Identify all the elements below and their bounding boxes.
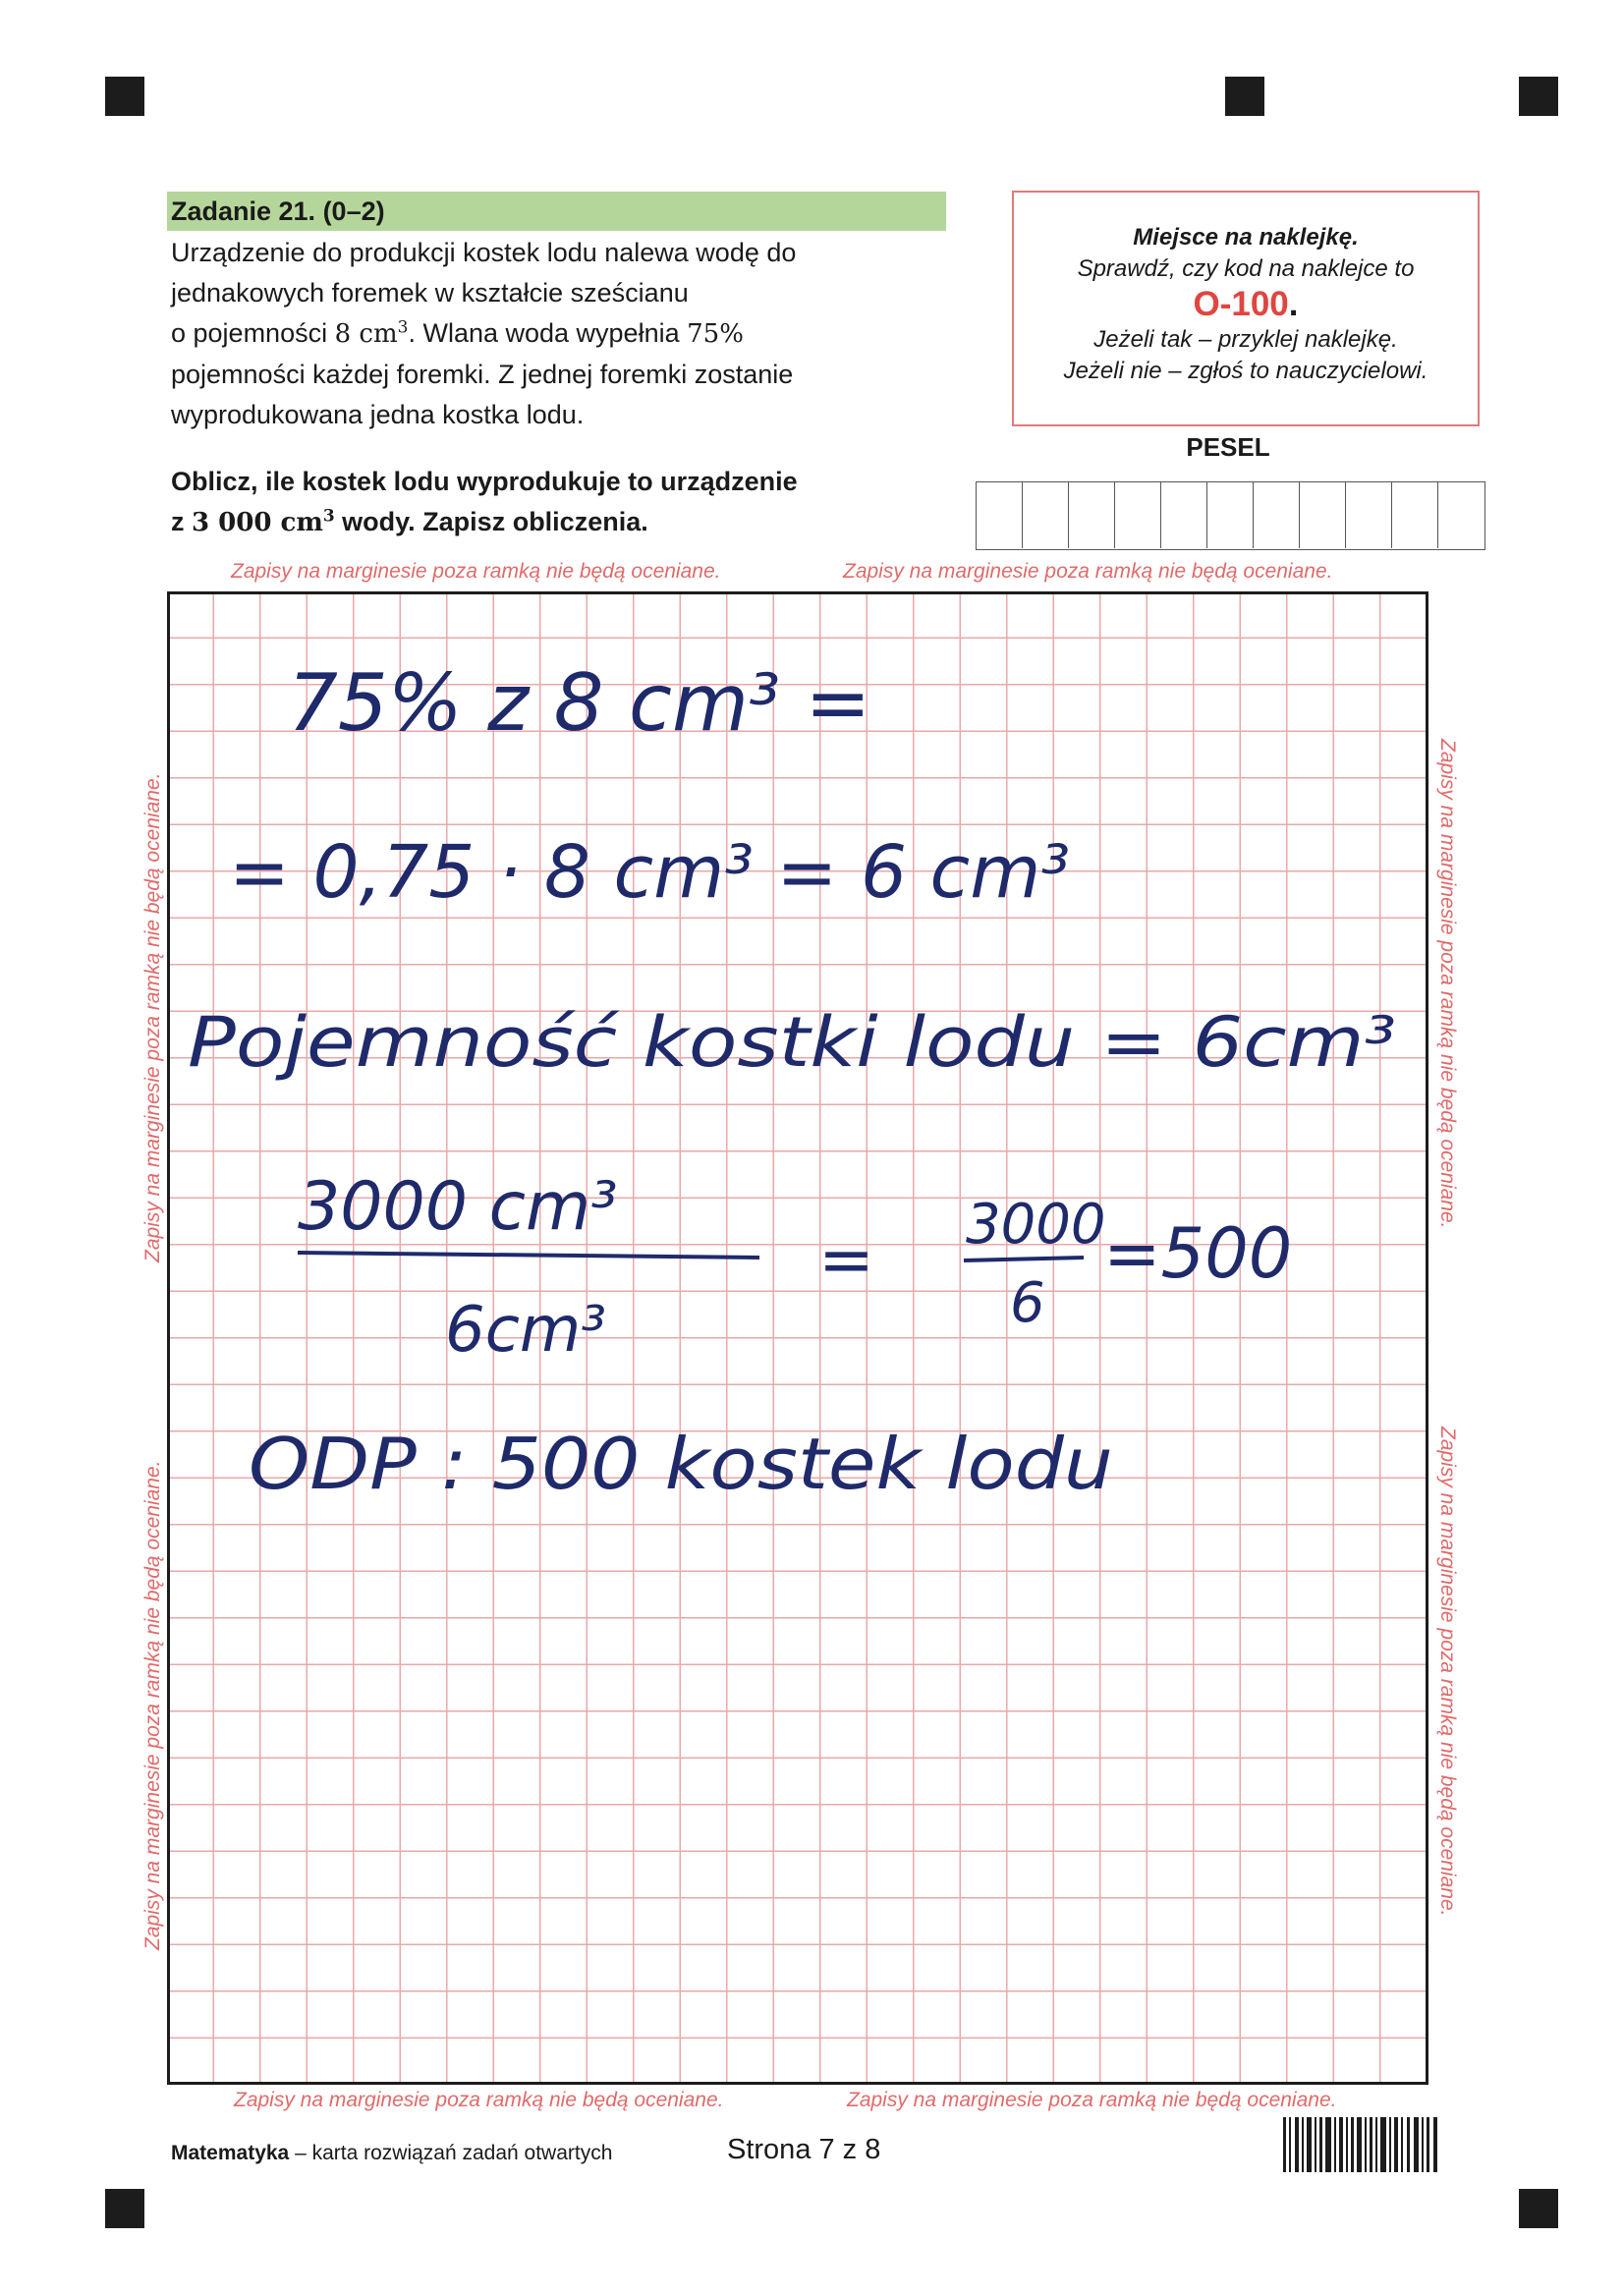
task-text: . Wlana woda wypełnia — [408, 318, 688, 348]
handwriting-fraction-numerator: 3000 cm³ — [298, 1168, 618, 1246]
sticker-instruction: Jeżeli tak – przyklej naklejkę. — [1093, 326, 1398, 353]
margin-note: Zapisy na marginesie poza ramką nie będą oceniane. — [231, 560, 721, 583]
registration-mark — [1519, 2189, 1558, 2228]
pesel-digit-box[interactable] — [1023, 482, 1069, 548]
sticker-instruction: Sprawdź, czy kod na naklejce to — [1077, 255, 1415, 282]
pesel-digit-box[interactable] — [1438, 482, 1484, 548]
task-question-line — [171, 502, 957, 543]
pesel-digit-box[interactable] — [1346, 482, 1392, 548]
task-body-line: pojemności każdej foremki. Z jednej foremki zostanie — [171, 360, 794, 389]
handwriting-fraction-denominator: 6 — [1010, 1271, 1045, 1335]
handwriting-line: Pojemność kostki lodu = 6cm³ — [188, 1002, 1396, 1083]
math-volume — [192, 508, 335, 537]
subject-name: Matematyka — [171, 2142, 290, 2164]
sticker-code: O-100 — [1193, 285, 1289, 323]
task-body-line — [171, 313, 957, 355]
math-exponent: 3 — [397, 317, 409, 338]
handwriting-answer: ODP : 500 kostek lodu — [249, 1423, 1113, 1505]
pesel-digit-box[interactable] — [1300, 482, 1346, 548]
task-body-line: Urządzenie do produkcji kostek lodu nalewa wodę do — [171, 238, 797, 267]
task-text: z — [171, 507, 193, 536]
task-header: Zadanie 21. (0–2) — [167, 192, 946, 231]
handwriting-fraction-numerator: 3000 — [966, 1193, 1106, 1257]
handwriting-line: = 0,75 · 8 cm³ = 6 cm³ — [229, 830, 1070, 915]
sticker-title: Miejsce na naklejkę. — [1133, 224, 1359, 251]
sticker-instruction: Jeżeli nie – zgłoś to nauczycielowi. — [1063, 358, 1428, 384]
math-volume — [335, 319, 409, 349]
pesel-boxes — [976, 481, 1485, 550]
registration-mark — [1225, 77, 1264, 116]
math-value: 8 cm — [334, 319, 398, 349]
margin-note-vertical: Zapisy na marginesie poza ramką nie będą oceniane. — [141, 772, 164, 1262]
margin-note-vertical: Zapisy na marginesie poza ramką nie będą oceniane. — [141, 1460, 164, 1950]
task-body — [171, 233, 957, 435]
subject-description: – karta rozwiązań zadań otwartych — [289, 2142, 613, 2164]
page-number: Strona 7 z 8 — [727, 2134, 881, 2165]
fraction-bar — [964, 1258, 1084, 1260]
task-body-line: wyprodukowana jedna kostka lodu. — [171, 400, 585, 429]
registration-mark — [105, 2189, 144, 2228]
footer-subject — [171, 2142, 612, 2165]
task-body-line: jednakowych foremek w kształcie sześcianu — [171, 278, 689, 308]
task-text: o pojemności — [171, 318, 335, 348]
handwriting-equals: = — [818, 1221, 874, 1299]
margin-note: Zapisy na marginesie poza ramką nie będą oceniane. — [843, 560, 1333, 583]
barcode-icon — [1283, 2117, 1438, 2172]
handwritten-solution — [170, 594, 1426, 2082]
pesel-digit-box[interactable] — [1115, 482, 1161, 548]
math-exponent: 3 — [322, 506, 335, 527]
pesel-digit-box[interactable] — [977, 482, 1023, 548]
task-question — [171, 462, 957, 543]
handwriting-fraction-denominator: 6cm³ — [445, 1294, 606, 1367]
registration-mark — [1519, 77, 1558, 116]
task-text: wody. Zapisz obliczenia. — [334, 507, 648, 536]
handwriting-result: =500 — [1103, 1213, 1293, 1294]
margin-note-vertical: Zapisy na marginesie poza ramką nie będą oceniane. — [1436, 739, 1459, 1229]
task-question-line: Oblicz, ile kostek lodu wyprodukuje to urządzenie — [171, 467, 798, 496]
pesel-digit-box[interactable] — [1254, 482, 1300, 548]
handwriting-line: 75% z 8 cm³ = — [288, 657, 871, 749]
math-percent: 75% — [687, 319, 744, 349]
margin-note: Zapisy na marginesie poza ramką nie będą oceniane. — [234, 2089, 724, 2111]
sticker-area — [1012, 191, 1480, 426]
answer-grid[interactable] — [167, 591, 1428, 2085]
pesel-label: PESEL — [1186, 432, 1270, 462]
pesel-digit-box[interactable] — [1392, 482, 1438, 548]
registration-mark — [105, 77, 144, 116]
fraction-bar — [298, 1253, 759, 1258]
pesel-digit-box[interactable] — [1069, 482, 1115, 548]
sticker-code-suffix: . — [1288, 285, 1299, 323]
margin-note: Zapisy na marginesie poza ramką nie będą oceniane. — [847, 2089, 1337, 2111]
margin-note-vertical: Zapisy na marginesie poza ramką nie będą oceniane. — [1436, 1427, 1459, 1917]
math-value: 3 000 cm — [192, 508, 323, 537]
pesel-digit-box[interactable] — [1161, 482, 1207, 548]
pesel-digit-box[interactable] — [1207, 482, 1254, 548]
